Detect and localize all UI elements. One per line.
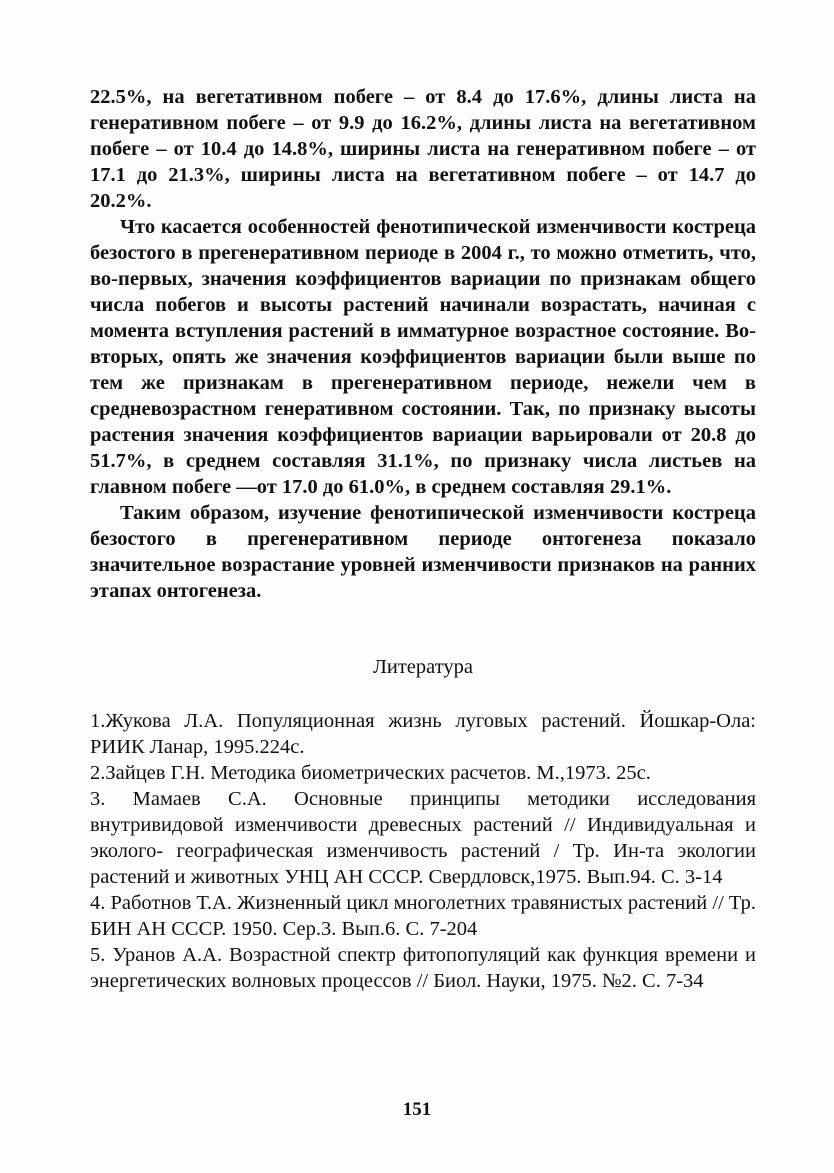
- body-text: [90, 84, 756, 604]
- literature-heading: Литература: [372, 656, 474, 678]
- paragraph-continuation: 22.5%, на вегетативном побеге – от 8.4 до 17.6%, длины листа на генеративном побеге – от 9.9 до 16.2%, длины листа на вегетативном побеге – от 10.4 до 14.8%, ширины листа на генеративном побеге – от 17.1 до 21.3%, ширины листа на вегетативном побеге – от 14.7 до 20.2%.: [90, 86, 756, 212]
- paragraph-conclusion: Таким образом, изучение фенотипической изменчивости костреца безостого в прегенеративном периоде онтогенеза показало значительное возрастание уровней изменчивости признаков на ранних этапах онтогенеза.: [90, 502, 756, 602]
- page-number: 151: [402, 1099, 432, 1120]
- reference-item: 5. Уранов А.А. Возрастной спектр фитопопуляций как функция времени и энергетических волновых процессов // Биол. Науки, 1975. №2. С. 7-34: [90, 944, 756, 992]
- paragraph-phenotypic-variability: Что касается особенностей фенотипической изменчивости костреца безостого в прегенеративном периоде в 2004 г., то можно отметить, что, во-первых, значения коэффициентов вариации по признакам общего числа побегов и высоты растений начинали возрастать, начиная с момента вступления растений в имматурное возрастное состояние. Во-вторых, опять же значения коэффициентов вариации были выше по тем же признакам в прегенеративном периоде, нежели чем в средневозрастном генеративном состоянии. Так, по признаку высоты растения значения коэффициентов вариации варьировали от 20.8 до 51.7%, в среднем составляя 31.1%, по признаку числа листьев на главном побеге —от 17.0 до 61.0%, в среднем составляя 29.1%.: [90, 216, 756, 498]
- reference-item: 3. Мамаев С.А. Основные принципы методики исследования внутривидовой изменчивости древесных растений // Индивидуальная и эколого- географическая изменчивость растений / Тр. Ин-та экологии растений и животных УНЦ АН СССР. Свердловск,1975. Вып.94. С. 3-14: [90, 788, 756, 888]
- reference-item: 4. Работнов Т.А. Жизненный цикл многолетних травянистых растений // Тр. БИН АН СССР. 1950. Сер.3. Вып.6. С. 7-204: [90, 892, 757, 940]
- reference-list: [90, 708, 756, 994]
- reference-item: 2.Зайцев Г.Н. Методика биометрических расчетов. М.,1973. 25с.: [90, 762, 651, 784]
- reference-item: 1.Жукова Л.А. Популяционная жизнь луговых растений. Йошкар-Ола: РИИК Ланар, 1995.224с.: [90, 710, 756, 758]
